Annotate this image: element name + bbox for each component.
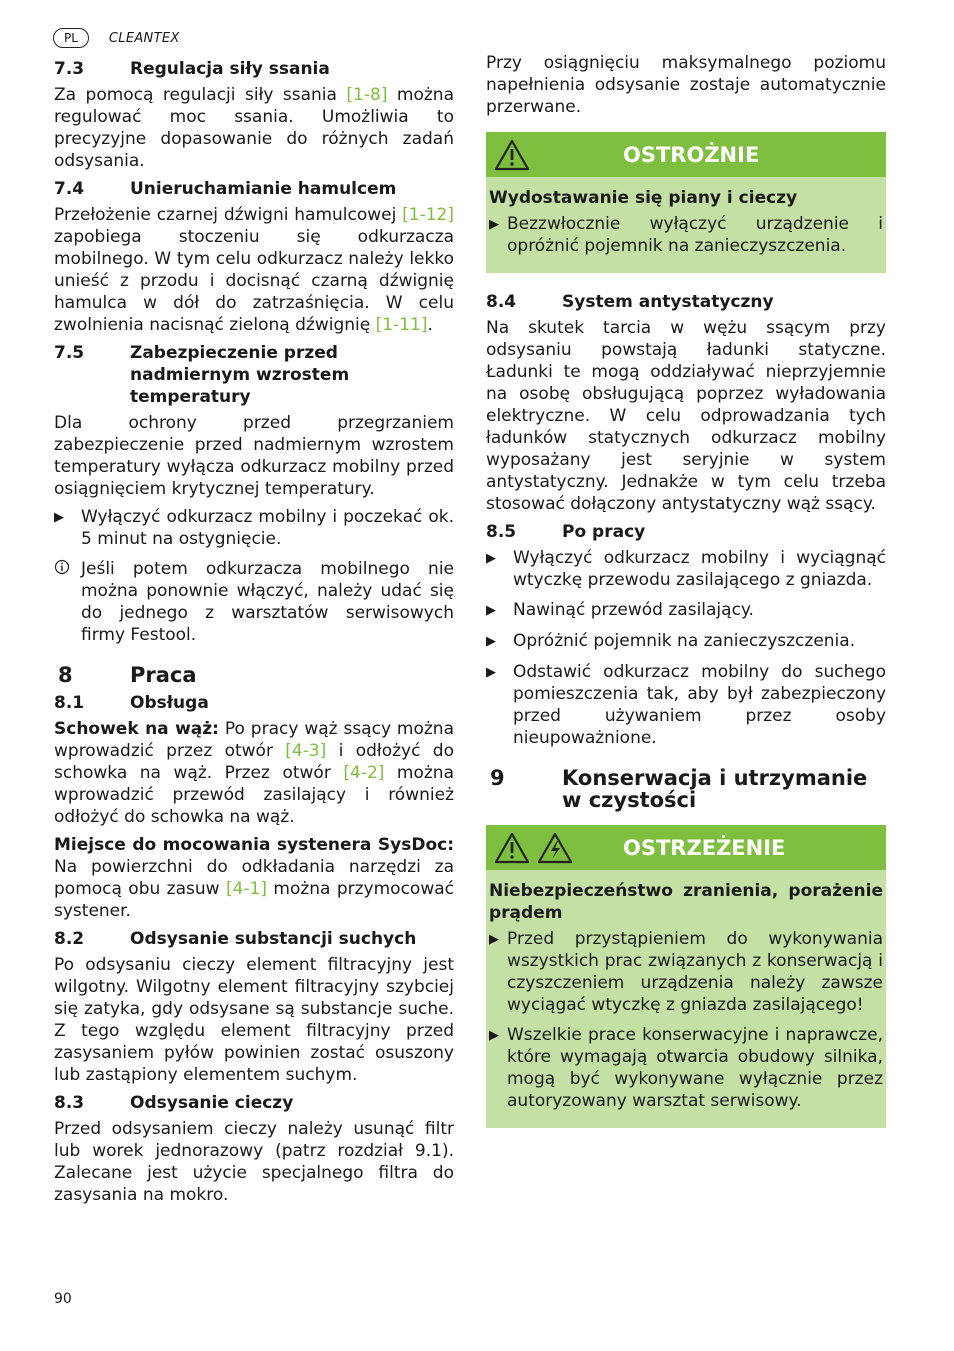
left-column bbox=[54, 52, 454, 1212]
list-item: ▶ Odstawić odkurzacz mobilny do suchego pomieszczenia tak, aby był zabezpieczony przed używaniem przez osoby nieupoważnione. bbox=[486, 662, 886, 748]
bullet-arrow-icon: ▶ bbox=[486, 603, 496, 618]
caution-title: OSTROŻNIE bbox=[623, 142, 760, 167]
figure-reference: [1-11] bbox=[375, 315, 428, 335]
warning-title: OSTRZEŻENIE bbox=[623, 835, 786, 860]
bullet-arrow-icon: ▶ bbox=[489, 932, 499, 947]
list-item: ▶ Nawinąć przewód zasilający. bbox=[486, 600, 754, 620]
figure-reference: [1-8] bbox=[346, 85, 388, 105]
list-item: ▶ Wyłączyć odkurzacz mobilny i wyciągnąć wtyczkę przewodu zasilającego z gniazda. bbox=[486, 548, 886, 590]
section-heading: 8.2 Odsysanie substancji suchych bbox=[54, 929, 417, 949]
warning-triangle-icon bbox=[494, 832, 530, 864]
section-heading: 8.4 System antystatyczny bbox=[486, 292, 774, 312]
caution-box bbox=[486, 132, 886, 273]
info-icon bbox=[54, 558, 81, 646]
caution-header bbox=[486, 132, 886, 177]
bullet-arrow-icon: ▶ bbox=[489, 217, 499, 232]
figure-reference: [4-3] bbox=[285, 741, 327, 761]
paragraph: Przed odsysaniem cieczy należy usunąć filtr lub worek jednorazowy (patrz rozdział 9.1). Zalecane jest użycie specjalnego filtra do zasysania na mokro. bbox=[54, 1119, 454, 1205]
figure-reference: [1-12] bbox=[402, 205, 454, 225]
list-item: ▶ Opróżnić pojemnik na zanieczyszczenia. bbox=[486, 631, 856, 651]
paragraph: Po odsysaniu cieczy element filtracyjny jest wilgotny. Wilgotny element filtracyjny szybciej się zatyka, gdy odsysane są substancje suche. Z tego względu element filtracyjny przed zasysaniem pyłów powinien zostać osuszony lub zastąpiony elementem suchym. bbox=[54, 955, 454, 1085]
page-header bbox=[53, 27, 180, 49]
list-item: ▶ Przed przystąpieniem do wykonywania wszystkich prac związanych z konserwacją i czyszczeniem urządzenia należy zawsze wyciągać wtyczkę z gniazda zasilającego! bbox=[489, 929, 883, 1015]
paragraph: Przy osiągnięciu maksymalnego poziomu napełnienia odsysanie zostaje automatycznie przerwane. bbox=[486, 53, 886, 117]
info-note: Jeśli potem odkurzacza mobilnego nie można ponownie włączyć, należy udać się do jednego z warsztatów serwisowych firmy Festool. bbox=[54, 558, 454, 646]
bullet-arrow-icon: ▶ bbox=[489, 1028, 499, 1043]
figure-reference: [4-2] bbox=[343, 763, 385, 783]
warning-triangle-icon bbox=[494, 139, 530, 171]
page-number: 90 bbox=[54, 1291, 72, 1307]
caution-subtitle: Wydostawanie się piany i cieczy bbox=[489, 188, 798, 208]
section-heading: 7.5 Zabezpieczenie przed nadmiernym wzrostem temperatury bbox=[54, 343, 350, 407]
section-heading: 7.4 Unieruchamianie hamulcem bbox=[54, 179, 397, 199]
paragraph: Miejsce do mocowania systenera SysDoc: Na powierzchni do odkładania narzędzi za pomocą obu zasuw [4-1] można przymocować systener. bbox=[54, 835, 454, 921]
paragraph: Schowek na wąż: Po pracy wąż ssący można wprowadzić przez otwór [4-3] i odłożyć do schowka na wąż. Przez otwór [4-2] można wprowadzić przewód zasilający i również odłożyć do schowka na wąż. bbox=[54, 719, 454, 827]
paragraph: Przełożenie czarnej dźwigni hamulcowej [1-12] zapobiega stoczeniu się odkurzacza mobilnego. W tym celu odkurzacz należy lekko unieść z przodu i docisnąć czarną dźwignię hamulca w dół do zatrzaśnięcia. W celu zwolnienia nacisnąć zieloną dźwignię [1-11]. bbox=[54, 205, 454, 335]
warning-subtitle: Niebezpieczeństwo zranienia, porażenie prądem bbox=[489, 881, 883, 923]
chapter-heading: 9 Konserwacja i utrzymanie w czystości bbox=[490, 766, 868, 812]
language-badge: PL bbox=[53, 28, 89, 48]
warning-box bbox=[486, 825, 886, 1128]
electric-hazard-icon bbox=[536, 832, 574, 864]
bullet-arrow-icon: ▶ bbox=[486, 665, 496, 680]
list-item: ▶ Bezzwłocznie wyłączyć urządzenie i opróżnić pojemnik na zanieczyszczenia. bbox=[489, 214, 883, 256]
paragraph: Dla ochrony przed przegrzaniem zabezpieczenie przed nadmiernym wzrostem temperatury wyłącza odkurzacz mobilny przed osiągnięciem krytycznej temperatury. bbox=[54, 413, 454, 499]
list-item: ▶ Wszelkie prace konserwacyjne i naprawcze, które wymagają otwarcia obudowy silnika, mogą być wykonywane wyłącznie przez autoryzowany warsztat serwisowy. bbox=[489, 1025, 883, 1111]
section-heading: 8.3 Odsysanie cieczy bbox=[54, 1093, 294, 1113]
brand-name: CLEANTEX bbox=[108, 30, 180, 46]
section-heading: 7.3 Regulacja siły ssania bbox=[54, 59, 330, 79]
list-item: ▶ Wyłączyć odkurzacz mobilny i poczekać ok. 5 minut na ostygnięcie. bbox=[54, 507, 454, 549]
warning-header bbox=[486, 825, 886, 870]
section-heading: 8.5 Po pracy bbox=[486, 522, 646, 542]
bullet-arrow-icon: ▶ bbox=[486, 551, 496, 566]
section-heading: 8.1 Obsługa bbox=[54, 693, 209, 713]
bullet-arrow-icon: ▶ bbox=[54, 510, 64, 525]
chapter-heading: 8 Praca bbox=[58, 663, 197, 687]
paragraph: Za pomocą regulacji siły ssania [1-8] można regulować moc ssania. Umożliwia to precyzyjne dopasowanie do różnych zadań odsysania. bbox=[54, 85, 454, 171]
bullet-arrow-icon: ▶ bbox=[486, 634, 496, 649]
right-column bbox=[486, 52, 886, 1146]
figure-reference: [4-1] bbox=[225, 879, 267, 899]
paragraph: Na skutek tarcia w wężu ssącym przy odsysaniu powstają ładunki statyczne. Ładunki te mogą oddziaływać nieprzyjemnie na osobę obsługującą poprzez wyładowania elektryczne. W celu odprowadzania tych ładunków statycznych odkurzacz mobilny wyposażany jest seryjnie w system antystatyczny. Jednakże w tym celu trzeba stosować dołączony antystatyczny wąż ssący. bbox=[486, 318, 886, 514]
